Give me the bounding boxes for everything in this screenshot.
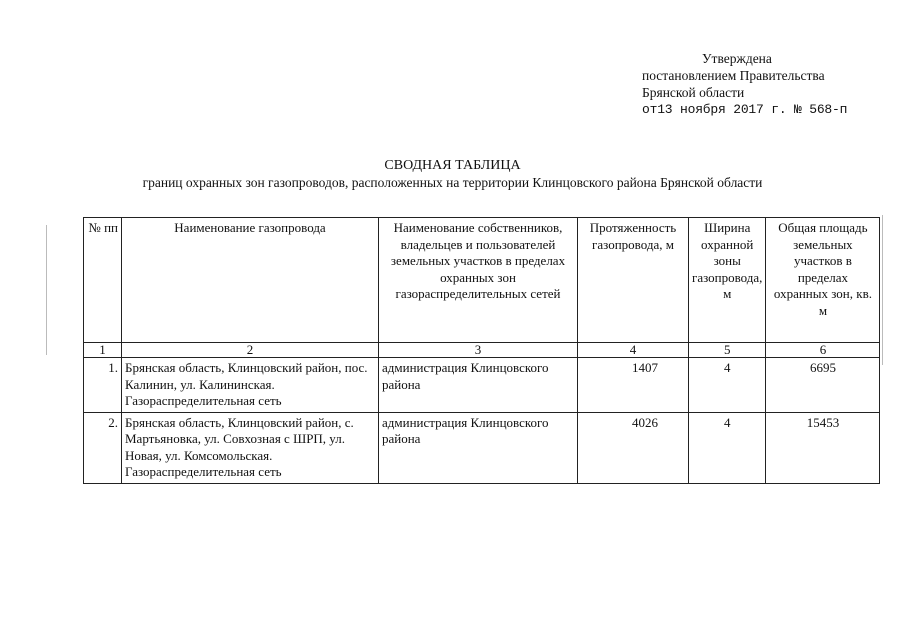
summary-table: [83, 217, 880, 484]
column-number: 1: [84, 343, 122, 358]
approval-block: [642, 50, 847, 118]
zone-area: 15453: [766, 412, 880, 483]
column-number: 5: [689, 343, 766, 358]
document-subtitle: границ охранных зон газопроводов, расположенных на территории Клинцовского района Брянской области: [142, 175, 763, 190]
header-owners: Наименование собственников, владельцев и пользователей земельных участков в пределах охранных зон газораспределительных сетей: [379, 218, 578, 343]
column-number-row: [84, 343, 880, 358]
document-title: СВОДНАЯ ТАБЛИЦА: [384, 158, 521, 173]
header-length: Протяженность газопровода, м: [578, 218, 689, 343]
header-pipeline-name: Наименование газопровода: [122, 218, 379, 343]
scan-artifact-line: [882, 215, 883, 365]
owner-name: администрация Клинцовского района: [379, 358, 578, 413]
approval-date: от13 ноября 2017 г. № 568-п: [642, 102, 848, 117]
pipeline-length: 1407: [578, 358, 689, 413]
table-row: [84, 412, 880, 483]
pipeline-name: Брянская область, Клинцовский район, пос. Калинин, ул. Калининская. Газораспределительная сеть: [122, 358, 379, 413]
zone-width: 4: [689, 358, 766, 413]
header-number: № пп: [84, 218, 122, 343]
approval-line-1: Утверждена: [702, 51, 772, 66]
column-number: 3: [379, 343, 578, 358]
zone-width: 4: [689, 412, 766, 483]
table-row: [84, 358, 880, 413]
scan-artifact-line: [46, 225, 47, 355]
column-number: 2: [122, 343, 379, 358]
owner-name: администрация Клинцовского района: [379, 412, 578, 483]
column-number: 4: [578, 343, 689, 358]
header-total-area: Общая площадь земельных участков в пределах охранных зон, кв. м: [766, 218, 880, 343]
column-number: 6: [766, 343, 880, 358]
pipeline-length: 4026: [578, 412, 689, 483]
zone-area: 6695: [766, 358, 880, 413]
row-number: 1.: [84, 358, 122, 413]
table-header-row: [84, 218, 880, 343]
approval-line-3: Брянской области: [642, 85, 745, 100]
pipeline-name: Брянская область, Клинцовский район, с. Мартьяновка, ул. Совхозная с ШРП, ул. Новая, ул. Комсомольская. Газораспределительная сеть: [122, 412, 379, 483]
header-zone-width: Ширина охранной зоны газопровода, м: [689, 218, 766, 343]
approval-line-2: постановлением Правительства: [642, 68, 825, 83]
row-number: 2.: [84, 412, 122, 483]
